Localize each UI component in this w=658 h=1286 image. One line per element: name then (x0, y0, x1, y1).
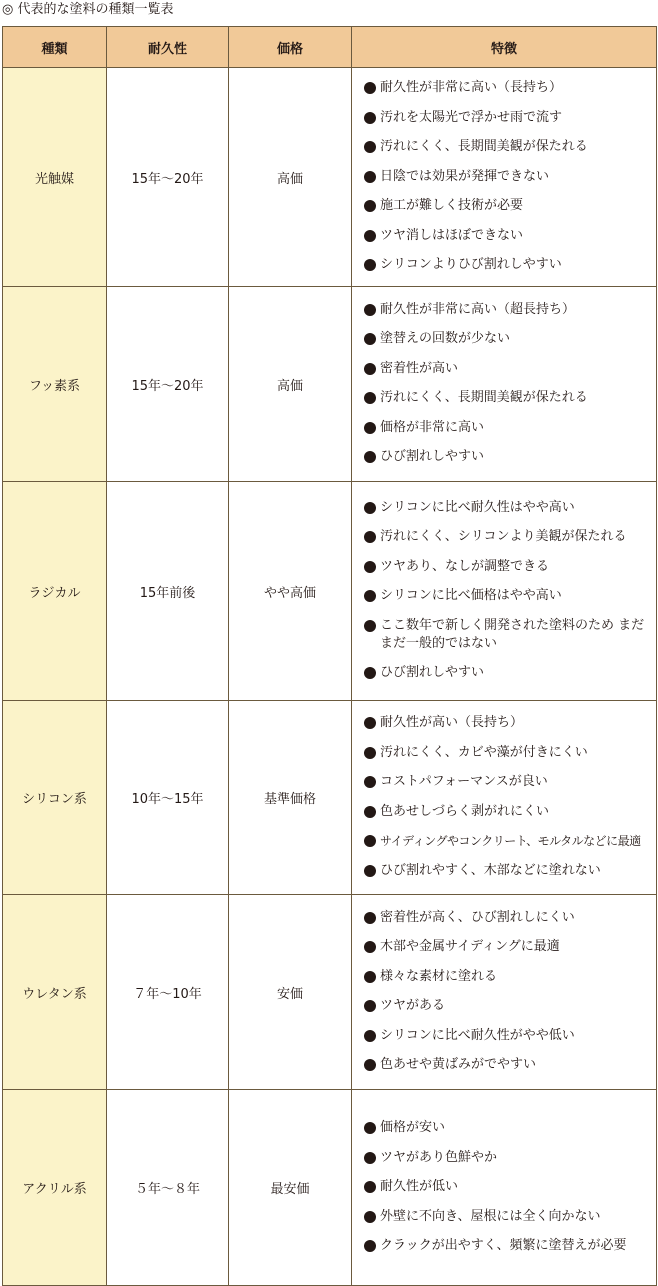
feature-text: 汚れにくく、カビや藻が付きにくい (380, 744, 588, 760)
cell-features (352, 701, 657, 895)
cell-price: 高価 (229, 68, 352, 287)
feature-text: シリコンに比べ耐久性はやや高い (380, 499, 575, 515)
bullet-icon (364, 392, 376, 404)
cell-durability: 15年〜20年 (107, 68, 229, 287)
list-item (364, 1027, 656, 1045)
bullet-icon (364, 1211, 376, 1223)
feature-text: 木部や金属サイディングに最適 (380, 939, 560, 955)
list-item (364, 832, 656, 850)
bullet-icon (364, 531, 376, 543)
cell-price: 基準価格 (229, 701, 352, 895)
table-row (3, 68, 657, 287)
bullet-icon (364, 835, 376, 847)
feature-text: 様々な素材に塗れる (380, 968, 498, 984)
bullet-icon (364, 112, 376, 124)
feature-text: ツヤがあり色鮮やか (380, 1149, 498, 1165)
feature-text: 汚れにくく、シリコンより美観が保たれる (380, 529, 627, 545)
list-item (364, 197, 656, 215)
list-item (364, 389, 656, 407)
list-item (364, 360, 656, 378)
bullet-icon (364, 1240, 376, 1252)
list-item (364, 664, 656, 682)
list-item (364, 1056, 656, 1074)
list-item (364, 1208, 656, 1226)
feature-text: ひび割れしやすい (380, 449, 485, 465)
bullet-icon (364, 259, 376, 271)
cell-features (352, 68, 657, 287)
cell-features (352, 895, 657, 1090)
feature-text: 耐久性が低い (380, 1179, 459, 1194)
feature-list (352, 709, 656, 886)
table-body (3, 68, 657, 1286)
feature-text: 密着性が高い (380, 360, 459, 376)
bullet-icon (364, 171, 376, 183)
feature-text: 価格が安い (380, 1120, 446, 1135)
table-row (3, 482, 657, 701)
bullet-icon (364, 304, 376, 316)
cell-price: 最安価 (229, 1090, 352, 1286)
feature-text: 日陰では効果が発揮できない (380, 168, 550, 184)
feature-text: シリコンに比べ価格はやや高い (380, 588, 562, 604)
list-item (364, 714, 656, 732)
header-row (3, 27, 657, 68)
list-item (364, 938, 656, 956)
list-item (364, 448, 656, 466)
cell-durability: ７年〜10年 (107, 895, 229, 1090)
feature-text: クラックが出やすく、頻繁に塗替えが必要 (380, 1238, 627, 1253)
list-item (364, 968, 656, 986)
feature-text: ツヤがある (380, 998, 446, 1014)
bullet-icon (364, 941, 376, 953)
list-item (364, 744, 656, 762)
bullet-icon (364, 230, 376, 242)
feature-text: ひび割れやすく、木部などに塗れない (380, 862, 601, 878)
bullet-icon (364, 865, 376, 877)
feature-text: 施工が難しく技術が必要 (380, 198, 524, 213)
bullet-icon (364, 333, 376, 345)
list-item (364, 1119, 656, 1137)
cell-features (352, 482, 657, 701)
bullet-icon (364, 451, 376, 463)
header-type: 種類 (3, 27, 107, 68)
list-item (364, 528, 656, 546)
cell-durability: 10年〜15年 (107, 701, 229, 895)
list-item (364, 803, 656, 821)
list-item (364, 419, 656, 437)
bullet-icon (364, 561, 376, 573)
feature-text: 外壁に不向き、屋根には全く向かない (380, 1208, 601, 1224)
list-item (364, 256, 656, 274)
feature-text: 耐久性が非常に高い（超長持ち） (380, 301, 576, 317)
feature-text: ここ数年で新しく開発された塗料のため まだまだ一般的ではない (380, 617, 645, 651)
cell-price: やや高価 (229, 482, 352, 701)
feature-text: 価格が非常に高い (380, 419, 485, 435)
cell-features (352, 287, 657, 482)
feature-text: 塗替えの回数が少ない (380, 331, 511, 347)
cell-features (352, 1090, 657, 1286)
bullet-icon (364, 1059, 376, 1071)
list-item (364, 1149, 656, 1167)
feature-text: シリコンよりひび割れしやすい (380, 257, 562, 272)
bullet-icon (364, 1152, 376, 1164)
cell-type: フッ素系 (3, 287, 107, 482)
list-item (364, 227, 656, 245)
feature-list (352, 904, 656, 1081)
list-item (364, 1178, 656, 1196)
bullet-icon (364, 1122, 376, 1134)
feature-list (352, 296, 656, 473)
cell-type: ラジカル (3, 482, 107, 701)
feature-text: 色あせや黄ばみがでやすい (380, 1057, 537, 1073)
bullet-icon (364, 667, 376, 679)
table-caption: ◎ 代表的な塗料の種類一覧表 (2, 2, 174, 17)
list-item (364, 773, 656, 791)
feature-text: 汚れにくく、長期間美観が保たれる (380, 390, 588, 406)
feature-text: コストパフォーマンスが良い (380, 774, 548, 790)
header-price: 価格 (229, 27, 352, 68)
feature-text: ツヤあり、なしが調整できる (380, 558, 550, 574)
cell-price: 安価 (229, 895, 352, 1090)
bullet-icon (364, 747, 376, 759)
cell-durability: ５年〜８年 (107, 1090, 229, 1286)
cell-price: 高価 (229, 287, 352, 482)
list-item (364, 168, 656, 186)
feature-text: 色あせしづらく剥がれにくい (380, 803, 550, 819)
bullet-icon (364, 776, 376, 788)
table-row (3, 895, 657, 1090)
table-row (3, 287, 657, 482)
table-row (3, 1090, 657, 1286)
feature-list (352, 1114, 656, 1261)
cell-type: ウレタン系 (3, 895, 107, 1090)
header-features: 特徴 (352, 27, 657, 68)
list-item (364, 909, 656, 927)
list-item (364, 301, 656, 319)
bullet-icon (364, 422, 376, 434)
paint-types-table (2, 26, 657, 1286)
feature-text: ツヤ消しはほぼできない (380, 227, 524, 243)
cell-durability: 15年〜20年 (107, 287, 229, 482)
feature-text: 汚れにくく、長期間美観が保たれる (380, 139, 588, 154)
list-item (364, 79, 656, 97)
cell-type: アクリル系 (3, 1090, 107, 1286)
feature-text: 密着性が高く、ひび割れしにくい (380, 909, 575, 925)
list-item (364, 862, 656, 880)
feature-text: シリコンに比べ耐久性がやや低い (380, 1027, 575, 1043)
bullet-icon (364, 1181, 376, 1193)
bullet-icon (364, 502, 376, 514)
feature-text: サイディングやコンクリート、モルタルなどに最適 (380, 834, 641, 849)
bullet-icon (364, 363, 376, 375)
feature-text: ひび割れしやすい (380, 665, 485, 681)
bullet-icon (364, 590, 376, 602)
bullet-icon (364, 141, 376, 153)
list-item (364, 330, 656, 348)
list-item (364, 109, 656, 127)
cell-type: 光触媒 (3, 68, 107, 287)
feature-list (352, 74, 656, 280)
bullet-icon (364, 971, 376, 983)
list-item (364, 1237, 656, 1255)
cell-durability: 15年前後 (107, 482, 229, 701)
table-row (3, 701, 657, 895)
list-item (364, 997, 656, 1015)
feature-text: 耐久性が高い（長持ち） (380, 715, 524, 731)
bullet-icon (364, 82, 376, 94)
bullet-icon (364, 200, 376, 212)
bullet-icon (364, 806, 376, 818)
list-item (364, 587, 656, 605)
feature-text: 耐久性が非常に高い（長持ち） (380, 80, 563, 95)
bullet-icon (364, 1030, 376, 1042)
list-item (364, 138, 656, 156)
header-durability: 耐久性 (107, 27, 229, 68)
list-item (364, 558, 656, 576)
bullet-icon (364, 1000, 376, 1012)
list-item (364, 499, 656, 517)
bullet-icon (364, 912, 376, 924)
feature-list (352, 494, 656, 689)
feature-text: 汚れを太陽光で浮かせ雨で流す (380, 109, 563, 125)
bullet-icon (364, 717, 376, 729)
list-item (364, 617, 656, 653)
bullet-icon (364, 620, 376, 632)
cell-type: シリコン系 (3, 701, 107, 895)
